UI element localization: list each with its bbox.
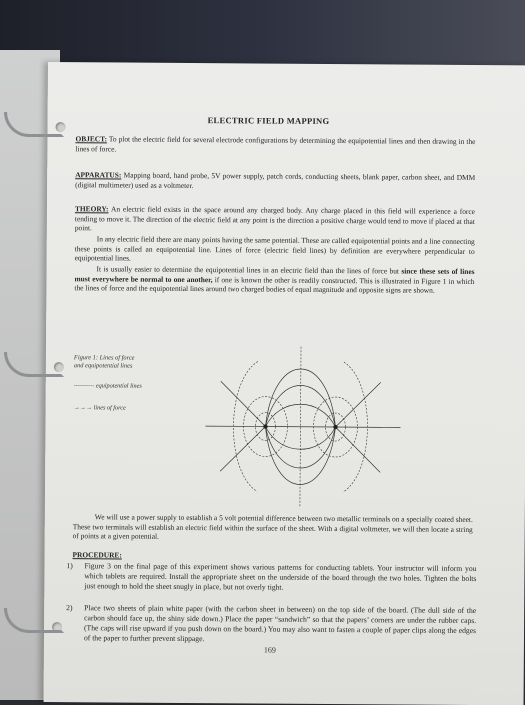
force-line [265,427,335,469]
theory-section [75,204,475,236]
power-supply-paragraph: We will use a power supply to establish a 5 volt potential difference between two metallic terminals on a specially coated sheet. These two terminals will establish an electric field within the surface of the sheet. With a digital voltmeter, we will then locate a string of points at a given potential. [73,512,473,544]
theory-p3-end: if one is known the other is readily constructed. This is illustrated in Figure 1 in which the lines of force and the equipotential lines around two charged bodies of equal magnitude and opposite signs are shown. [74,275,474,295]
field-lines-figure [185,341,416,513]
theory-p3-start: It is usually easier to determine the equipotential lines in an electric field than the lines of force but [97,264,402,275]
legend-equipotential: ---------- equipotential lines [74,382,142,389]
step-1-text: Figure 3 on the final page of this experiment shows various patterns for conducting tablets. Your instructor will inform you which tablets are required. Install the appropriate sheet on the underside of the board through the two holes. Tighten the bolts just enough to hold the sheet snugly in place, but not overly tight. [84,561,476,594]
theory-paragraph-3 [74,264,474,296]
apparatus-heading: APPARATUS: [75,170,121,179]
page-number: 169 [264,646,276,655]
document-page [44,62,525,705]
figure-caption-line-1: Figure 1: Lines of force [74,354,135,362]
procedure-heading: PROCEDURE: [73,550,122,559]
figure-caption-line-2: and equipotential lines [74,362,135,370]
negative-charge [333,425,337,429]
step-2-text: Place two sheets of plain white paper (with the carbon sheet in between) on the top side of the board. (The dull side of the carbon should face up, the shiny side down.) Place the paper “sandwich” so that the papers’ corners are under the rubber caps. (The caps will rise upward if you push down on the board.) You may also want to fasten a couple of paper clips along the edges of the paper to further prevent slippage. [84,603,476,646]
step-1-number: 1) [66,561,72,570]
object-heading: OBJECT: [75,134,107,143]
force-line [335,382,380,427]
step-2-number: 2) [66,603,72,612]
apparatus-text: Mapping board, hand probe, 5V power supply, patch cords, conducting sheets, blank paper, carbon sheet, and DMM (digital multimeter) used as a voltmeter. [75,171,475,190]
background-top [0,0,525,70]
legend-force: →→→ lines of force [74,404,126,411]
apparatus-section [75,170,475,192]
force-line [220,426,265,471]
force-line [335,427,380,472]
object-text: To plot the electric field for several electrode configurations by determining the equipotential lines and then drawing in the lines of force. [75,134,475,153]
document-title: ELECTRIC FIELD MAPPING [208,115,330,126]
theory-paragraph-1: An electric field exists in the space around any charged body. Any charge placed in this field will experience a force tending to move it. The direction of the electric field at any point is the direction a positive charge would tend to move if placed at that point. [75,204,475,232]
positive-charge [263,424,267,428]
theory-p3-bold: since these sets of lines must everywhere be normal to one another, [74,266,474,283]
theory-heading: THEORY: [75,204,109,213]
figure-caption [74,354,135,370]
object-section [75,134,475,156]
theory-paragraph-2: In any electric field there are many points having the same potential. These are called equipotential points and a line connecting these points is called an equipotential line. Lines of force (electric field lines) by definition are everywhere perpendicular to equipotential lines. [75,234,475,266]
force-line [220,381,265,426]
